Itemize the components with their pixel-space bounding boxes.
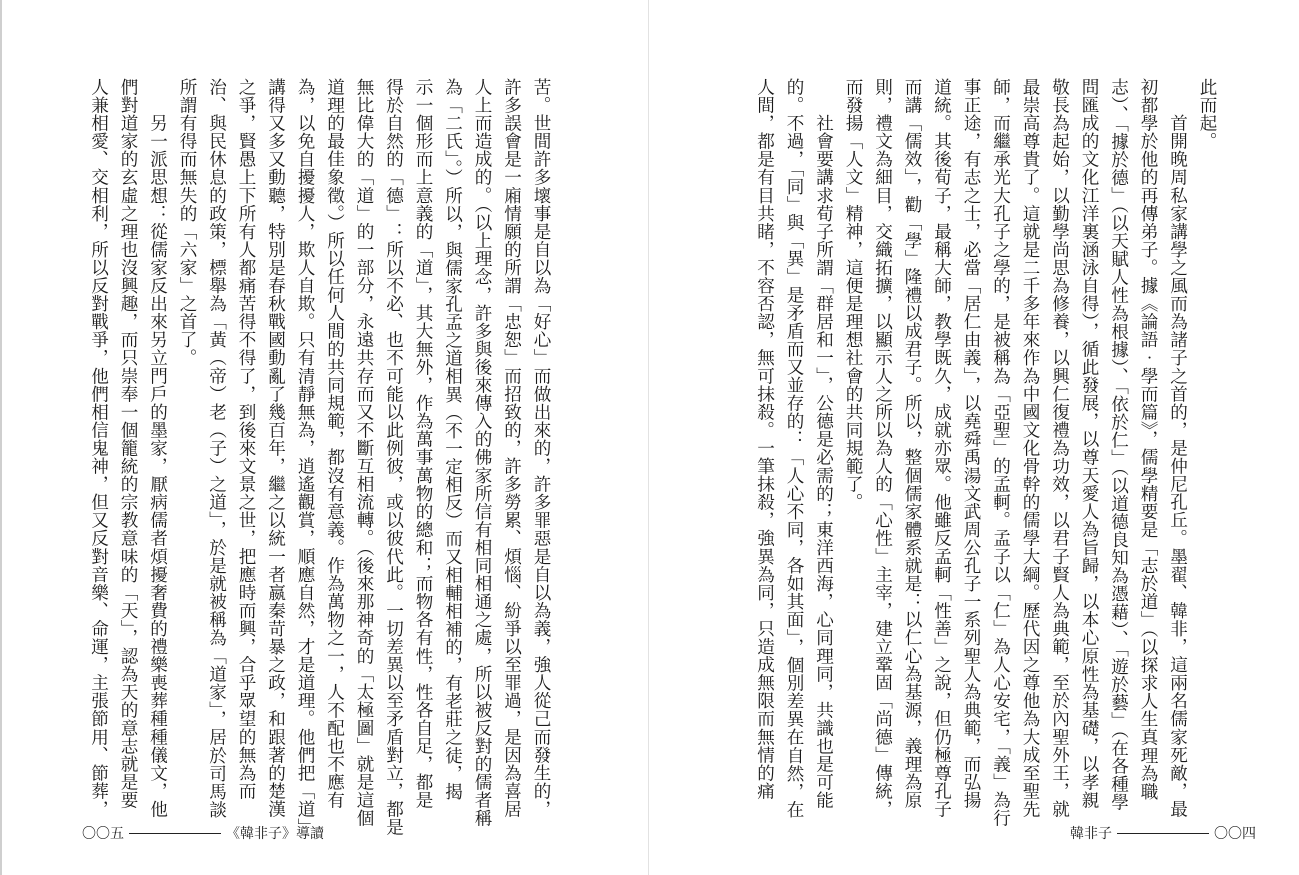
text-column: 的。不過，「同」與「異」是矛盾而又並存的：「人心不同，各如其面」，個別差異在自然，在 — [784, 78, 804, 819]
left-page — [0, 0, 648, 875]
text-column: 許多誤會是一廂情願的所謂「忠恕」而招致的，許多勞累、煩惱、紛爭以至罪過，是因為喜居 — [501, 78, 522, 819]
text-column: 另一派思想：從儒家反出來另立門戶的墨家，厭病儒者煩擾奢費的禮樂喪葬種種儀文，他 — [147, 78, 168, 819]
text-column: 人兼相愛、交相利，所以反對戰爭，他們相信鬼神，但又反對音樂、命運，主張節用、節葬， — [88, 78, 109, 819]
text-column: 志）、「據於德」（以天賦人性為根據）、「依於仁」（以道德良知為憑藉）、「遊於藝」（在各種學 — [1108, 78, 1129, 812]
text-column: 得於自然的「德」：所以不必、也不可能以此例彼，或以彼代此。一切差異以至矛盾對立，都是 — [383, 78, 404, 837]
text-column: 敬長為起始，以勤學尚思為修養，以興仁復禮為功效，以君子賢人為典範，至於內聖外王，就 — [1049, 78, 1070, 819]
text-column: 講得又多又動聽，特別是春秋戰國動亂了幾百年，繼之以統一者嬴秦苛暴之政，和跟著的楚漢 — [265, 78, 286, 819]
text-column: 示一個形而上意義的「道」，其大無外，作為萬事萬物的總和；而物各有性，性各自足，都是 — [413, 78, 433, 810]
text-column: 而發揚「人文」精神，這便是理想社會的共同規範了。 — [843, 78, 863, 512]
text-column: 師，而繼承光大孔子之學的，是被稱為「亞聖」的孟軻。孟子以「仁」為人心安宅，「義」為行 — [990, 78, 1011, 828]
text-column: 道統。其後荀子，最稱大師，教學既久，成就亦眾。他雖反孟軻「性善」之說，但仍極尊孔子 — [931, 78, 952, 819]
text-column: 所謂有得而無失的「六家」之首了。 — [177, 78, 197, 367]
text-column: 道理的最佳象徵。）所以任何人間的共同規範，都沒有意義。作為萬物之一，人不配也不應有 — [324, 78, 345, 810]
footer-rule — [129, 833, 221, 834]
text-column: 問匯成的文化江洋裏涵泳自得），循此發展，以尊天愛人為旨歸，以本心原性為基礎，以孝親 — [1079, 78, 1099, 810]
text-column: 事正途，有志之士，必當「居仁由義」，以堯舜禹湯文武周公孔子一系列聖人為典範，而弘揚 — [961, 78, 981, 810]
text-column: 首開晚周私家講學之風而為諸子之首的，是仲尼孔丘。墨翟、韓非，這兩名儒家死敵，最 — [1167, 78, 1188, 819]
text-column: 之爭，賢愚上下所有人都痛苦得不得了，到後來文景之世，把應時而興，合乎眾望的無為而 — [236, 78, 256, 800]
text-column: 人間，都是有目共睹，不容否認，無可抹殺。一筆抹殺，強異為同，只造成無限而無情的痛 — [754, 78, 775, 800]
text-column: 則，禮文為細目，交織拓擴，以顯示人之所以為人的「心性」主宰，建立鞏固「尚德」傳統， — [872, 78, 893, 819]
text-column: 初都學於他的再傳弟子。據《論語‧學而篇》，儒學精要是「志於道」（以探求人生真理為職 — [1138, 78, 1158, 801]
left-page-footer — [82, 823, 324, 843]
text-column: 為，以免自擾擾人，欺人自欺。只有清靜無為，逍遙觀賞，順應自然，才是道理。他們把「道」 — [295, 78, 315, 837]
text-column: 人上而造成的。（以上理念，許多與後來傳入的佛家所信有相同相通之處，所以被反對的儒者稱 — [472, 78, 492, 828]
text-column: 而講「儒效」，勸「學」隆禮以成君子。所以，整個儒家體系就是：以仁心為基源，義理為原 — [902, 78, 922, 810]
text-column: 最崇高尊貴了。這就是二千多年來作為中國文化骨幹的儒學大綱。歷代因之尊他為大成至聖先 — [1020, 78, 1040, 819]
text-column: 無比偉大的「道」的一部分，永遠共存而又不斷互相流轉。（後來那神奇的「太極圖」就是這個 — [354, 78, 374, 828]
text-column: 們對道家的玄虛之理也沒興趣，而只崇奉一個籠統的宗教意味的「天」，認為天的意志就是要 — [118, 78, 138, 810]
right-running-title: 韓非子 — [1070, 826, 1112, 842]
text-column: 社會要講求荀子所謂「群居和一」，公德是必需的；東洋西海，心同理同，共識也是可能 — [813, 78, 834, 810]
text-column: 治、與民休息的政策，標舉為「黃（帝）老（子）之道」，於是就被稱為「道家」，居於司馬談 — [206, 78, 227, 819]
right-page-number: 〇〇四 — [1214, 826, 1256, 842]
text-column: 為「二氏」。）所以，與儒家孔孟之道相異（不一定相反）而又相輔相補的，有老莊之徒，揭 — [442, 78, 463, 801]
footer-rule — [1117, 833, 1209, 834]
right-page-footer — [1070, 823, 1256, 843]
left-book-title: 《韓非子》導讀 — [226, 826, 324, 842]
text-column: 苦。世間許多壞事是自以為「好心」而做出來的，許多罪惡是自以為義，強人從己而發生的， — [531, 78, 551, 819]
right-page — [649, 0, 1299, 875]
left-page-number: 〇〇五 — [82, 826, 124, 842]
text-column: 此而起。 — [1197, 78, 1217, 151]
